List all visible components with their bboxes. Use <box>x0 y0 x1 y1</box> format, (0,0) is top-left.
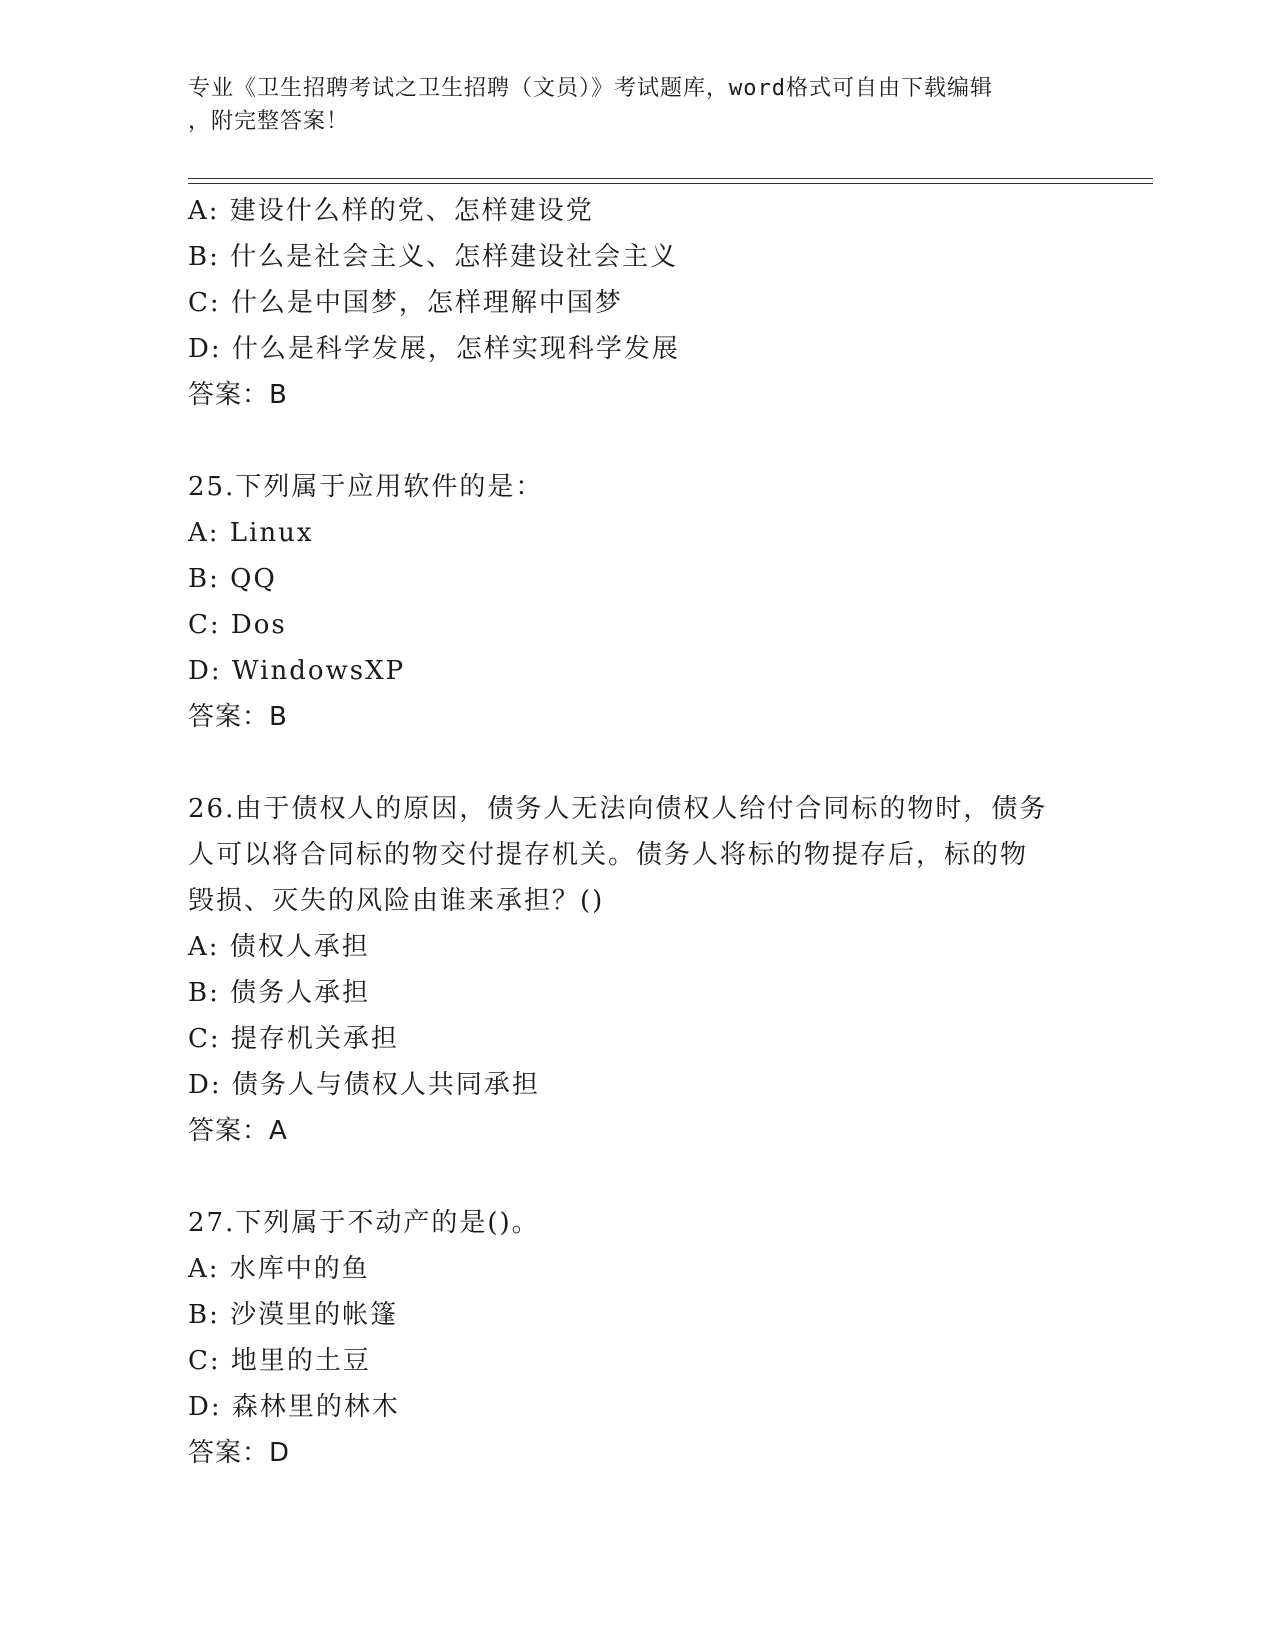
question-27 <box>188 1200 1088 1476</box>
question-24 <box>188 188 1088 418</box>
option-a: A: Linux <box>188 518 314 548</box>
answer-line: 答案：B <box>188 702 288 732</box>
option-a: A: 债权人承担 <box>188 932 370 962</box>
question-stem: 25.下列属于应用软件的是： <box>188 472 544 502</box>
question-stem-line-1: 26.由于债权人的原因，债务人无法向债权人给付合同标的物时，债务 <box>188 794 1048 824</box>
option-c: C: 什么是中国梦，怎样理解中国梦 <box>188 288 623 318</box>
question-25 <box>188 464 1088 740</box>
option-b: B: 沙漠里的帐篷 <box>188 1300 399 1330</box>
option-d: D: 什么是科学发展，怎样实现科学发展 <box>188 334 680 364</box>
question-list <box>188 188 1088 1476</box>
option-a: A: 水库中的鱼 <box>188 1254 370 1284</box>
question-26 <box>188 786 1088 1154</box>
option-b: B: 什么是社会主义、怎样建设社会主义 <box>188 242 679 272</box>
option-b: B: QQ <box>188 564 277 594</box>
option-a: A: 建设什么样的党、怎样建设党 <box>188 196 594 226</box>
header-divider-bottom <box>188 183 1153 184</box>
answer-line: 答案：D <box>188 1438 291 1468</box>
option-c: C: Dos <box>188 610 287 640</box>
option-b: B: 债务人承担 <box>188 978 371 1008</box>
question-stem-line-3: 毁损、灭失的风险由谁来承担？() <box>188 886 605 916</box>
header-line-2: ，附完整答案！ <box>188 109 350 134</box>
document-header <box>188 72 1068 138</box>
spacer <box>188 1154 1088 1200</box>
option-d: D: 森林里的林木 <box>188 1392 400 1422</box>
spacer <box>188 740 1088 786</box>
question-stem-line-2: 人可以将合同标的物交付提存机关。债务人将标的物提存后，标的物 <box>188 840 1029 870</box>
option-d: D: WindowsXP <box>188 656 406 686</box>
header-divider-top <box>188 178 1153 179</box>
answer-line: 答案：B <box>188 380 288 410</box>
option-d: D: 债务人与债权人共同承担 <box>188 1070 540 1100</box>
option-c: C: 地里的土豆 <box>188 1346 371 1376</box>
question-stem: 27.下列属于不动产的是()。 <box>188 1208 540 1238</box>
header-line-1: 专业《卫生招聘考试之卫生招聘（文员）》考试题库，word格式可自由下载编辑 <box>188 76 993 101</box>
answer-line: 答案：A <box>188 1116 288 1146</box>
option-c: C: 提存机关承担 <box>188 1024 399 1054</box>
spacer <box>188 418 1088 464</box>
